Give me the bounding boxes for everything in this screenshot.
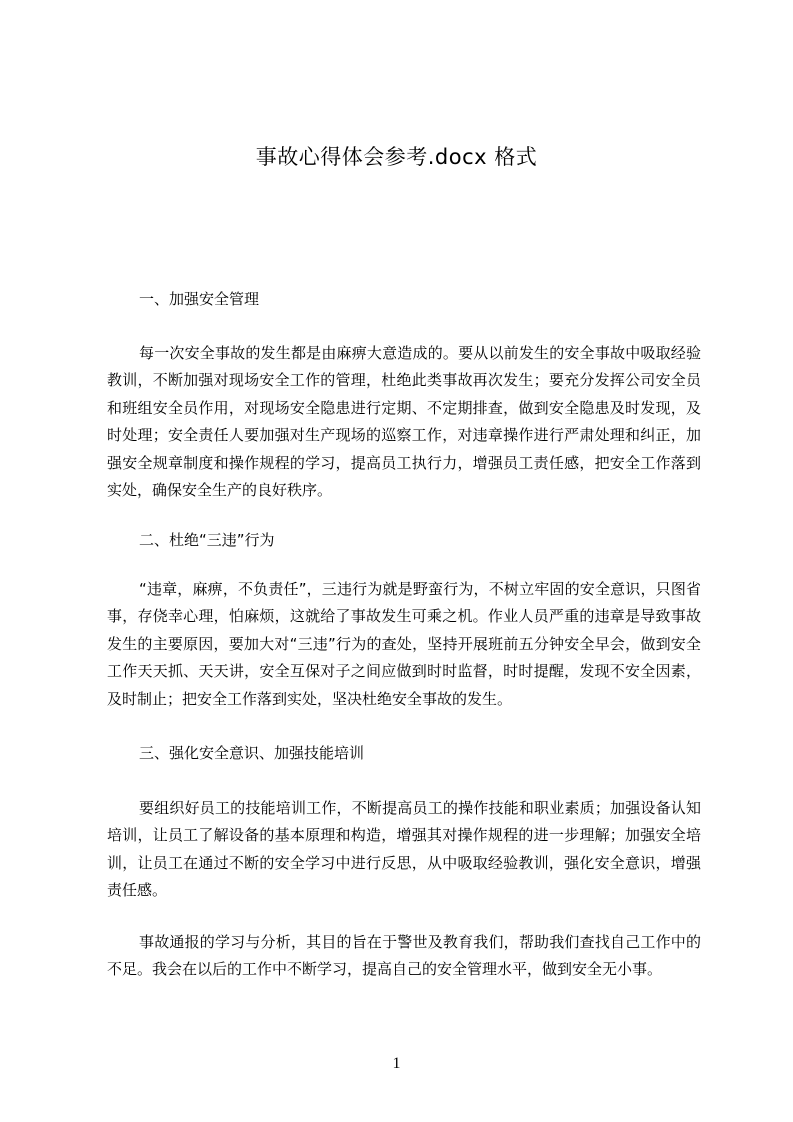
section-paragraph-1: 每一次安全事故的发生都是由麻痹大意造成的。要从以前发生的安全事故中吸取经验教训，不断加强对现场安全工作的管理，杜绝此类事故再次发生；要充分发挥公司安全员和班组安全员作用，对现场安全隐患进行定期、不定期排查，做到安全隐患及时发现，及时处理；安全责任人要加强对生产现场的巡察工作，对违章操作进行严肃处理和纠正，加强安全规章制度和操作规程的学习，提高员工执行力，增强员工责任感，把安全工作落到实处，确保安全生产的良好秩序。 xyxy=(107,344,701,500)
closing-paragraph: 事故通报的学习与分析，其目的旨在于警世及教育我们，帮助我们查找自己工作中的不足。我会在以后的工作中不断学习，提高自己的安全管理水平，做到安全无小事。 xyxy=(107,933,701,979)
section-paragraph-3: 要组织好员工的技能培训工作，不断提高员工的操作技能和职业素质；加强设备认知培训，让员工了解设备的基本原理和构造，增强其对操作规程的进一步理解；加强安全培训，让员工在通过不断的安全学习中进行反思，从中吸取经验教训，强化安全意识，增强责任感。 xyxy=(107,799,701,900)
section-heading-3: 三、强化安全意识、加强技能培训 xyxy=(139,744,365,762)
section-heading-2: 二、杜绝“三违”行为 xyxy=(139,531,275,549)
page-number: 1 xyxy=(392,1055,401,1072)
document-title: 事故心得体会参考.docx 格式 xyxy=(255,145,538,169)
section-heading-1: 一、加强安全管理 xyxy=(139,290,260,308)
section-paragraph-2: “违章，麻痹，不负责任”，三违行为就是野蛮行为，不树立牢固的安全意识，只图省事，存侥幸心理，怕麻烦，这就给了事故发生可乘之机。作业人员严重的违章是导致事故发生的主要原因，要加大对“三违”行为的查处，坚持开展班前五分钟安全早会，做到安全工作天天抓、天天讲，安全互保对子之间应做到时时监督，时时提醒，发现不安全因素，及时制止；把安全工作落到实处，坚决杜绝安全事故的发生。 xyxy=(107,580,701,708)
